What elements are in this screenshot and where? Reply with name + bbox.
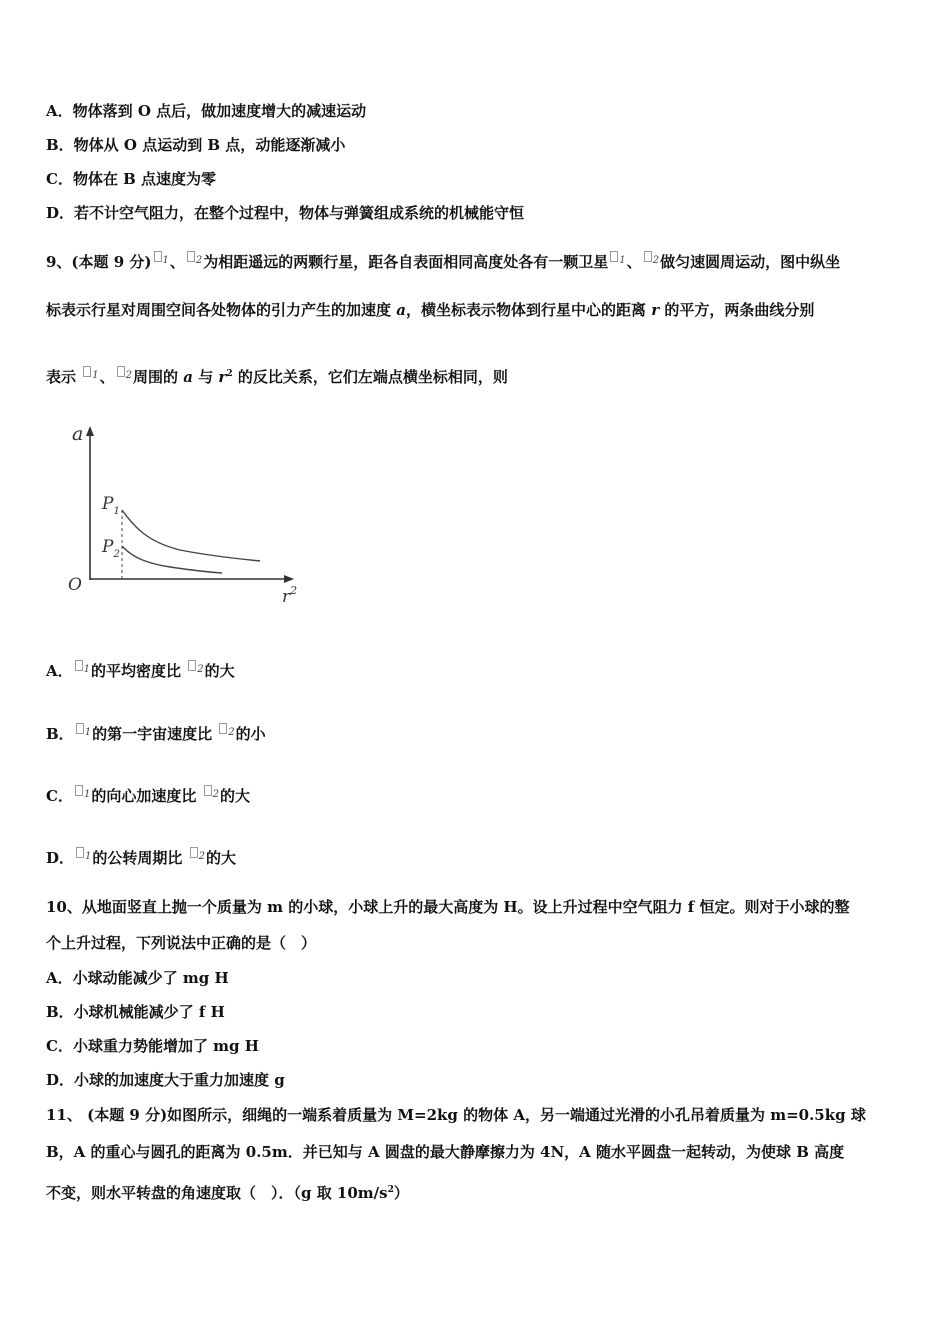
p2-label: $P_2$ [102, 537, 120, 560]
q9-option-d: D． $^1$的公转周期比 $^2$的大 [46, 849, 237, 867]
x-axis-arrow-icon [284, 575, 294, 583]
curve-p2 [122, 546, 222, 573]
missing-symbol-icon [204, 785, 212, 796]
q9-line-1: 9、(本题 9 分) $^1$、 $^2$为相距遥远的两颗行星，距各自表面相同高度处各有一颗卫星 $^1$、 $^2$做匀速圆周运动，图中纵坐 [46, 253, 841, 271]
x-axis-label: $r^2$ [282, 584, 298, 607]
y-axis-label: a [72, 423, 84, 445]
q10-option-b: B．小球机械能减少了 f H [46, 1003, 225, 1021]
curve-p1 [122, 510, 260, 561]
q9-line-2: 标表示行星对周围空间各处物体的引力产生的加速度 a，横坐标表示物体到行星中心的距离 r 的平方，两条曲线分别 [46, 301, 815, 319]
q9-line-3: 表示 $^1$、 $^2$周围的 a 与 $r^2$ 的反比关系，它们左端点横坐标相同，则 [46, 368, 508, 386]
q8-option-c: C．物体在 B 点速度为零 [46, 170, 217, 188]
p1-label: $P_1$ [102, 494, 120, 517]
missing-symbol-icon [83, 366, 91, 377]
missing-symbol-icon [76, 847, 84, 858]
missing-symbol-icon [76, 723, 84, 734]
q10-stem-line-1: 10、从地面竖直上抛一个质量为 m 的小球，小球上升的最大高度为 H。设上升过程中空气阻力 f 恒定。则对于小球的整 [46, 898, 850, 916]
q8-option-a: A．物体落到 O 点后，做加速度增大的减速运动 [46, 102, 367, 120]
q9-option-a: A． $^1$的平均密度比 $^2$的大 [46, 662, 235, 680]
missing-symbol-icon [188, 660, 196, 671]
q10-stem-line-2: 个上升过程，下列说法中正确的是（ ） [46, 934, 317, 952]
missing-symbol-icon [219, 723, 227, 734]
missing-symbol-icon [187, 251, 195, 262]
missing-symbol-icon [610, 251, 618, 262]
graph-svg [60, 418, 310, 608]
missing-symbol-icon [117, 366, 125, 377]
missing-symbol-icon [154, 251, 162, 262]
q9-option-c: C． $^1$的向心加速度比 $^2$的大 [46, 787, 250, 805]
q11-stem-line-3: 不变，则水平转盘的角速度取（ ）．（g 取 $10m/s^2$） [46, 1184, 409, 1202]
acceleration-vs-r2-graph [60, 418, 310, 608]
missing-symbol-icon [644, 251, 652, 262]
missing-symbol-icon [190, 847, 198, 858]
q9-option-b: B． $^1$的第一宇宙速度比 $^2$的小 [46, 725, 266, 743]
y-axis-arrow-icon [86, 426, 94, 436]
missing-symbol-icon [75, 660, 83, 671]
origin-label: O [68, 575, 82, 595]
q11-stem-line-2: B，A 的重心与圆孔的距离为 0.5m．并已知与 A 圆盘的最大静摩擦力为 4N，A 随水平圆盘一起转动，为使球 B 高度 [46, 1143, 845, 1161]
q11-stem-line-1: 11、 (本题 9 分)如图所示，细绳的一端系着质量为 M=2kg 的物体 A，另一端通过光滑的小孔吊着质量为 m=0.5kg 球 [46, 1106, 866, 1124]
q10-option-c: C．小球重力势能增加了 mg H [46, 1037, 259, 1055]
q8-option-b: B．物体从 O 点运动到 B 点，动能逐渐减小 [46, 136, 346, 154]
missing-symbol-icon [75, 785, 83, 796]
q8-option-d: D．若不计空气阻力，在整个过程中，物体与弹簧组成系统的机械能守恒 [46, 204, 525, 222]
q10-option-a: A．小球动能减少了 mg H [46, 969, 229, 987]
q10-option-d: D．小球的加速度大于重力加速度 g [46, 1071, 285, 1089]
